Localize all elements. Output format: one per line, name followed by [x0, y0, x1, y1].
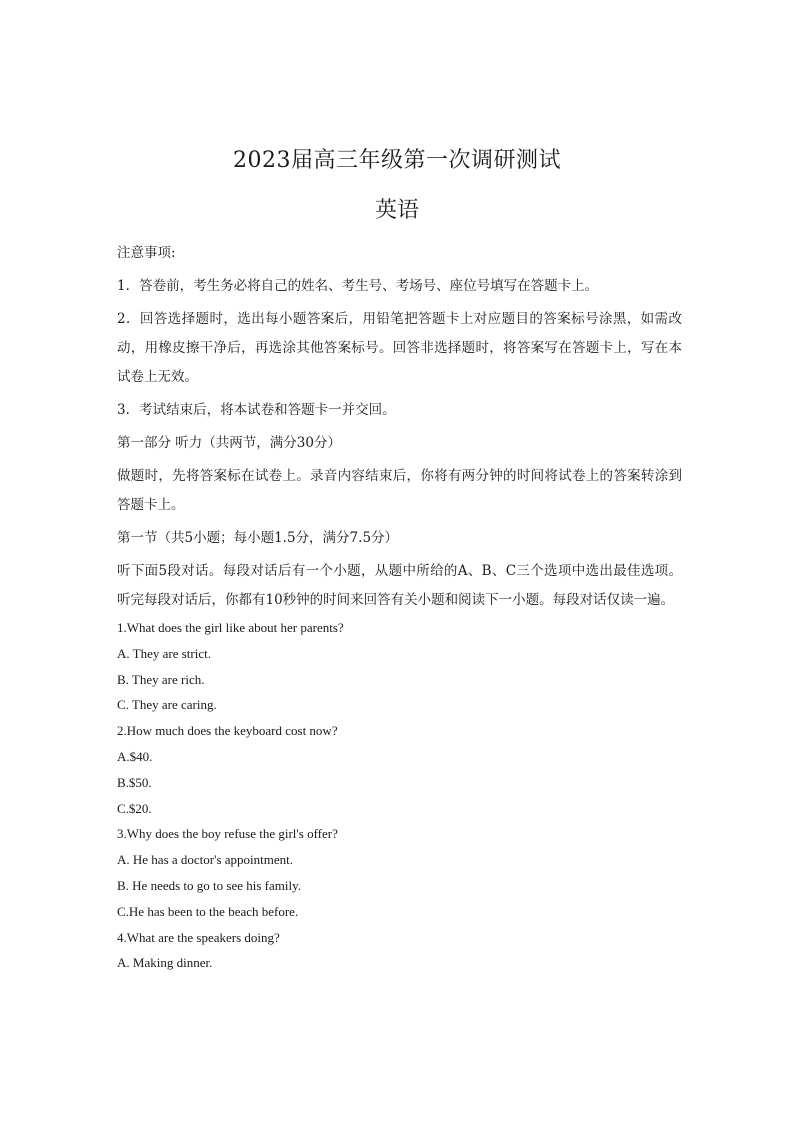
question-option: C.He has been to the beach before.: [117, 903, 299, 919]
notice-heading: 注意事项:: [117, 245, 176, 261]
question-option: B.$50.: [117, 774, 152, 790]
question-1: [117, 615, 682, 718]
question-option: A. He has a doctor's appointment.: [117, 852, 293, 868]
question-stem: 1.What does the girl like about her parents?: [117, 620, 344, 635]
question-option: A. Making dinner.: [117, 955, 213, 971]
exam-subject: 英语: [374, 198, 419, 223]
part1-heading: 第一部分 听力（共两节，满分30分）: [117, 435, 341, 451]
part1-instruction: 做题时，先将答案标在试卷上。录音内容结束后，你将有两分钟的时间将试卷上的答案转涂到答题卡上。: [117, 468, 682, 513]
exam-content: [117, 239, 682, 976]
notice-item-3: 3．考试结束后，将本试卷和答题卡一并交回。: [117, 402, 396, 418]
question-stem: 4.What are the speakers doing?: [117, 929, 280, 945]
section1-heading: 第一节（共5小题；每小题1.5分，满分7.5分）: [117, 530, 399, 546]
question-option: A. They are strict.: [117, 645, 211, 661]
exam-title: 2023届高三年级第一次调研测试: [233, 148, 561, 173]
section1-instruction: 听下面5段对话。每段对话后有一个小题，从题中所给的A、B、C三个选项中选出最佳选项。听完每段对话后，你都有10秒钟的时间来回答有关小题和阅读下一小题。每段对话仅读一遍。: [117, 563, 682, 608]
question-option: C.$20.: [117, 800, 152, 816]
question-stem: 3.Why does the boy refuse the girl's offer?: [117, 826, 338, 842]
question-option: C. They are caring.: [117, 697, 217, 713]
notice-item-1: 1．答卷前，考生务必将自己的姓名、考生号、考场号、座位号填写在答题卡上。: [117, 278, 599, 294]
question-option: B. They are rich.: [117, 671, 205, 687]
question-2: [117, 718, 682, 821]
notice-item-2: 2．回答选择题时，选出每小题答案后，用铅笔把答题卡上对应题目的答案标号涂黑，如需改动，用橡皮擦干净后，再选涂其他答案标号。回答非选择题时，将答案写在答题卡上，写在本试卷上无效。: [117, 311, 682, 385]
question-option: B. He needs to go to see his family.: [117, 877, 302, 893]
question-stem: 2.How much does the keyboard cost now?: [117, 723, 338, 739]
question-4: [117, 925, 682, 977]
question-3: [117, 821, 682, 924]
question-option: A.$40.: [117, 748, 153, 764]
